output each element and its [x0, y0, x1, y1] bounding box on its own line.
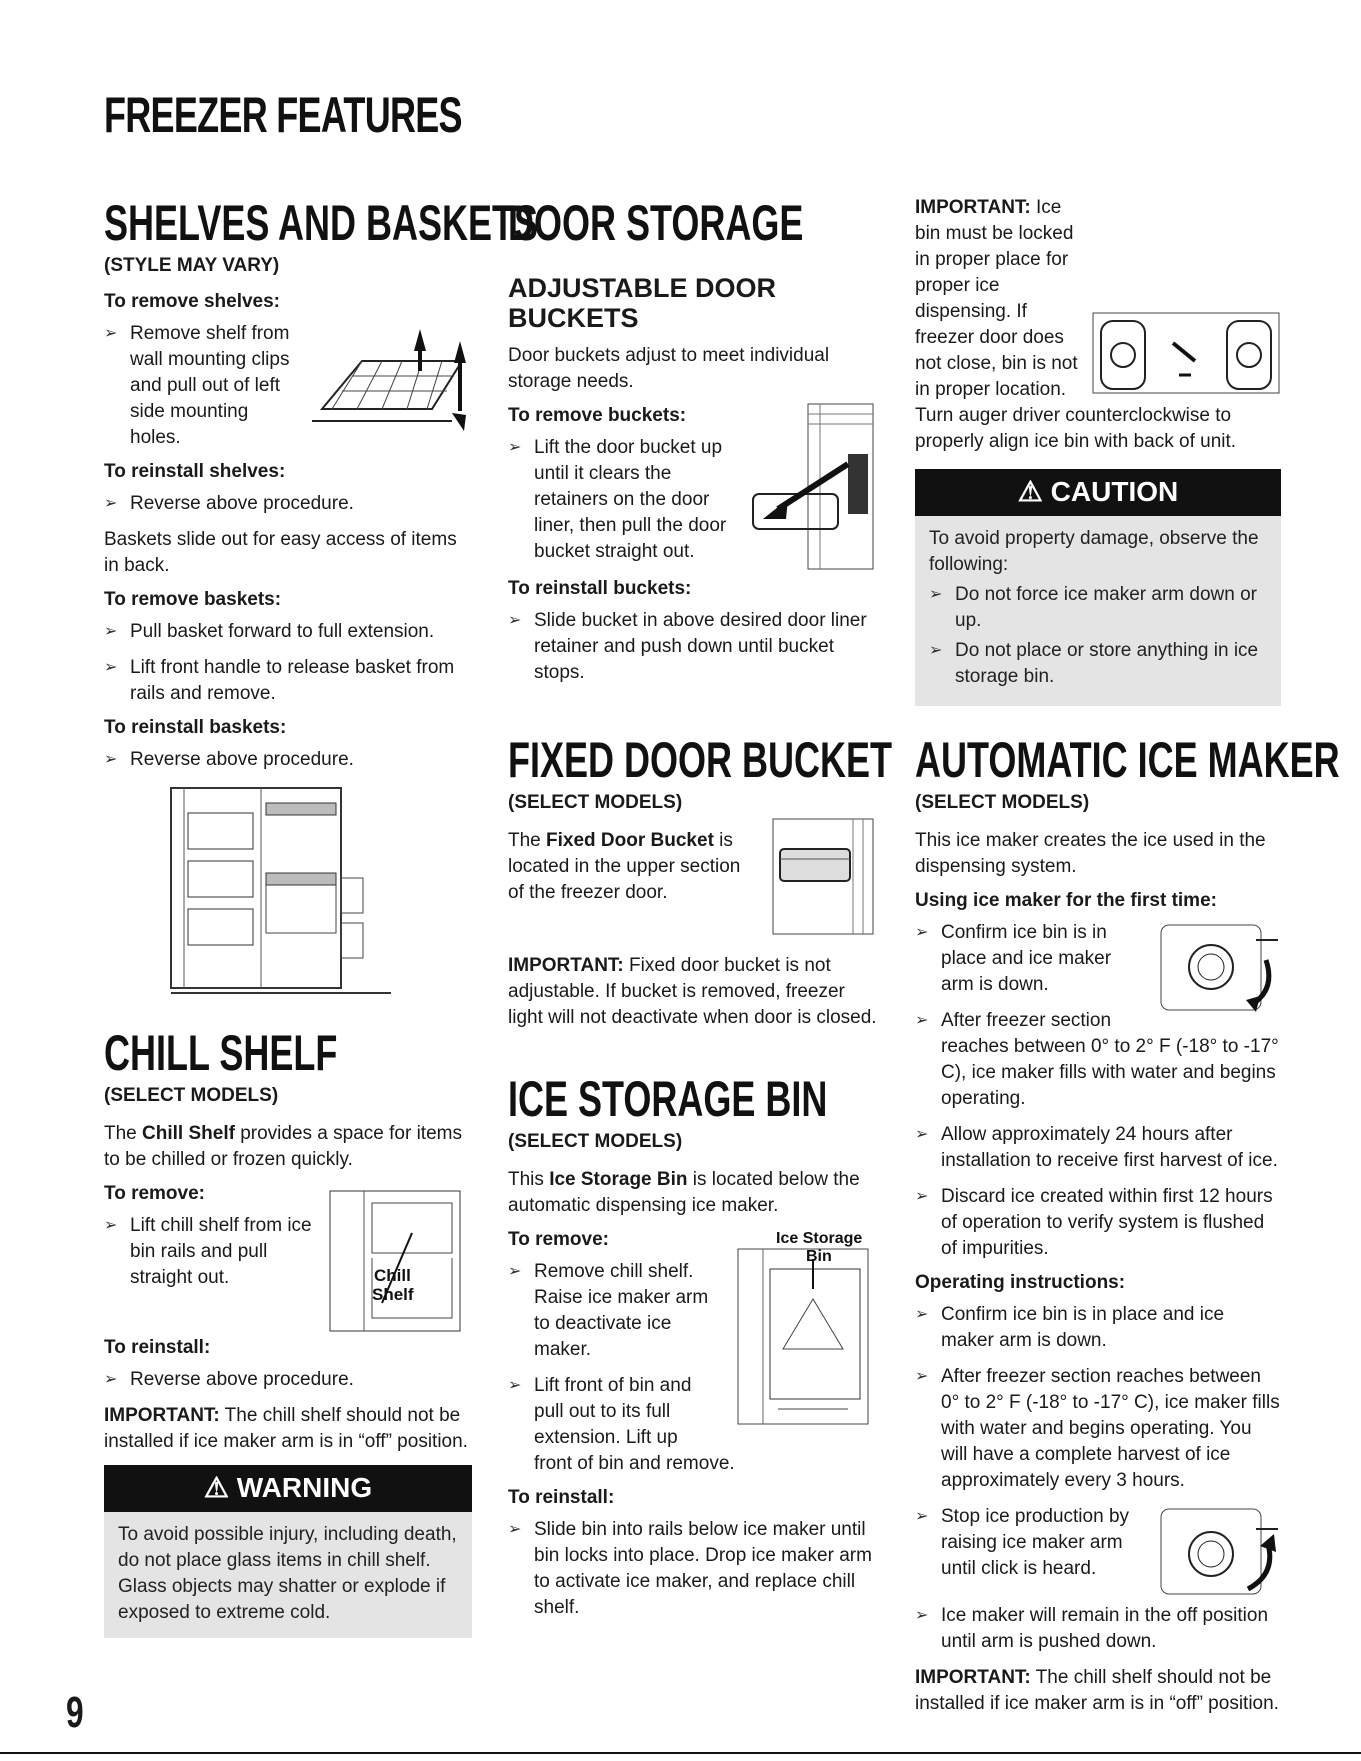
caution-body: To avoid property damage, observe the following: ➢ Do not force ice maker arm down or up. ➢ Do not place or store anything in ice storage bin. — [915, 516, 1281, 706]
label-reinstall-baskets: To reinstall baskets: — [104, 717, 287, 738]
chill-shelf-intro: The Chill Shelf provides a space for items to be chilled or frozen quickly. — [104, 1123, 462, 1170]
page-number: 9 — [66, 1688, 84, 1737]
caution-item-1: ➢ Do not force ice maker arm down or up. — [929, 584, 1258, 631]
chill-label-line2: Shelf — [372, 1285, 414, 1304]
column-middle — [508, 195, 893, 1631]
select-models-note: (SELECT MODELS) — [508, 1131, 683, 1152]
warning-triangle-icon: ⚠ — [203, 1472, 229, 1503]
section-title-ice-storage-bin: ICE STORAGE BIN — [508, 1071, 828, 1127]
first-step-4: ➢ Discard ice created within first 12 hours of operation to verify system is flushed of impurities. — [915, 1186, 1273, 1259]
column-left — [104, 195, 539, 1638]
step-remove-bucket: ➢ Lift the door bucket up until it clears the retainers on the door liner, then pull the door bucket straight out. — [508, 435, 878, 565]
caution-header: ⚠ CAUTION — [915, 469, 1281, 516]
label-ice-bin-reinstall: To reinstall: — [508, 1487, 615, 1508]
arrow-bullet-icon: ➢ — [104, 659, 118, 676]
baskets-intro: Baskets slide out for easy access of items in back. — [104, 529, 457, 576]
door-buckets-intro: Door buckets adjust to meet individual storage needs. — [508, 345, 830, 392]
arrow-bullet-icon: ➢ — [915, 1012, 929, 1029]
section-title-automatic-ice-maker: AUTOMATIC ICE MAKER — [915, 732, 1340, 788]
ice-maker-important: IMPORTANT: The chill shelf should not be installed if ice maker arm is in “off” position. — [915, 1667, 1279, 1714]
ice-maker-arm-up-illustration — [1156, 1504, 1281, 1599]
arrow-bullet-icon: ➢ — [915, 1188, 929, 1205]
section-title-fixed-bucket: FIXED DOOR BUCKET — [508, 732, 893, 788]
chill-important-note: IMPORTANT: The chill shelf should not be installed if ice maker arm is in “off” position. — [104, 1405, 468, 1452]
section-title-shelves: SHELVES AND BASKETS — [104, 195, 539, 251]
step-remove-basket-2: ➢ Lift front handle to release basket from rails and remove. — [104, 657, 455, 704]
arrow-bullet-icon: ➢ — [508, 612, 522, 629]
step-ice-bin-reinstall: ➢ Slide bin into rails below ice maker until bin locks into place. Drop ice maker arm to activate ice maker, and replace chill shelf. — [508, 1519, 872, 1618]
select-models-note: (SELECT MODELS) — [915, 792, 1090, 813]
step-reinstall-shelf: ➢ Reverse above procedure. — [104, 491, 472, 517]
page-title: FREEZER FEATURES — [104, 87, 462, 143]
style-note: (STYLE MAY VARY) — [104, 255, 280, 276]
ice-bin-label-line2: Bin — [806, 1248, 832, 1265]
caution-item-2: ➢ Do not place or store anything in ice storage bin. — [929, 640, 1259, 687]
label-first-time: Using ice maker for the first time: — [915, 890, 1217, 911]
ice-maker-intro: This ice maker creates the ice used in the dispensing system. — [915, 830, 1266, 877]
op-step-4: ➢ Ice maker will remain in the off position until arm is pushed down. — [915, 1605, 1269, 1652]
label-remove-shelves: To remove shelves: — [104, 291, 281, 312]
column-right — [915, 195, 1340, 1727]
arrow-bullet-icon: ➢ — [915, 924, 929, 941]
step-reinstall-bucket: ➢ Slide bucket in above desired door liner retainer and push down until bucket stops. — [508, 610, 867, 683]
step-chill-reinstall: ➢ Reverse above procedure. — [104, 1367, 472, 1393]
fixed-bucket-illustration — [768, 814, 878, 939]
ice-bin-intro: This Ice Storage Bin is located below the automatic dispensing ice maker. — [508, 1169, 860, 1216]
chill-label-line1: Chill — [374, 1266, 411, 1285]
ice-bin-lock-important: IMPORTANT: Ice bin must be locked in proper place for proper ice dispensing. If freezer door does not close, bin is not in proper location. Turn auger driver counterclockwise to properly align ice bin with back of unit. — [915, 197, 1237, 452]
caution-box — [915, 469, 1281, 706]
label-reinstall-shelves: To reinstall shelves: — [104, 461, 286, 482]
arrow-bullet-icon: ➢ — [915, 1306, 929, 1323]
fixed-bucket-important: IMPORTANT: Fixed door bucket is not adjustable. If bucket is removed, freezer light will not deactivate when door is closed. — [508, 955, 877, 1028]
op-step-3: ➢ Stop ice production by raising ice maker arm until click is heard. — [915, 1504, 1281, 1582]
step-chill-remove: ➢ Lift chill shelf from ice bin rails and pull straight out. — [104, 1215, 312, 1288]
step-ice-bin-remove-2: ➢ Lift front of bin and pull out to its full extension. Lift up front of bin and remove. — [508, 1375, 735, 1474]
label-reinstall-buckets: To reinstall buckets: — [508, 578, 692, 599]
first-step-1: ➢ Confirm ice bin is in place and ice maker arm is down. — [915, 922, 1112, 995]
arrow-bullet-icon: ➢ — [929, 586, 943, 603]
section-title-chill-shelf: CHILL SHELF — [104, 1025, 338, 1081]
first-step-3: ➢ Allow approximately 24 hours after installation to receive first harvest of ice. — [915, 1124, 1278, 1171]
label-remove-buckets: To remove buckets: — [508, 405, 687, 426]
select-models-note: (SELECT MODELS) — [104, 1085, 279, 1106]
step-remove-basket-1: ➢ Pull basket forward to full extension. — [104, 619, 472, 645]
label-remove-baskets: To remove baskets: — [104, 589, 282, 610]
arrow-bullet-icon: ➢ — [104, 623, 118, 640]
arrow-bullet-icon: ➢ — [915, 1126, 929, 1143]
arrow-bullet-icon: ➢ — [104, 325, 118, 342]
first-step-2: ➢ After freezer section reaches between 0° to 2° F (-18° to -17° C), ice maker fills with water and begins operating. — [915, 1010, 1279, 1109]
warning-triangle-icon: ⚠ — [1017, 476, 1043, 507]
arrow-bullet-icon: ➢ — [508, 1377, 522, 1394]
step-reinstall-basket: ➢ Reverse above procedure. — [104, 747, 472, 773]
shelf-removal-illustration — [302, 321, 472, 441]
arrow-bullet-icon: ➢ — [915, 1607, 929, 1624]
arrow-bullet-icon: ➢ — [104, 751, 118, 768]
fixed-bucket-intro: The Fixed Door Bucket is located in the upper section of the freezer door. — [508, 830, 741, 903]
select-models-note: (SELECT MODELS) — [508, 792, 683, 813]
label-chill-remove: To remove: — [104, 1183, 206, 1204]
auger-alignment-illustration — [1091, 303, 1281, 398]
op-step-1: ➢ Confirm ice bin is in place and ice maker arm is down. — [915, 1304, 1225, 1351]
arrow-bullet-icon: ➢ — [508, 1521, 522, 1538]
warning-body: To avoid possible injury, including death, do not place glass items in chill shelf. Glass objects may shatter or explode if exposed to extreme cold. — [104, 1512, 472, 1638]
adjustable-buckets-heading: ADJUSTABLE DOOR BUCKETS — [508, 273, 777, 333]
footer-rule — [0, 1752, 1361, 1754]
arrow-bullet-icon: ➢ — [915, 1368, 929, 1385]
op-step-2: ➢ After freezer section reaches between 0° to 2° F (-18° to -17° C), ice maker fills with water and begins operating. You will have a complete harvest of ice approximately every 3 hours. — [915, 1366, 1280, 1491]
freezer-baskets-illustration — [166, 783, 396, 1003]
door-bucket-removal-illustration — [748, 399, 878, 574]
section-title-door-storage: DOOR STORAGE — [508, 195, 804, 251]
arrow-bullet-icon: ➢ — [508, 439, 522, 456]
label-operating-instructions: Operating instructions: — [915, 1272, 1126, 1293]
label-chill-reinstall: To reinstall: — [104, 1337, 211, 1358]
step-remove-shelf: ➢ Remove shelf from wall mounting clips and pull out of left side mounting holes. — [104, 321, 472, 451]
arrow-bullet-icon: ➢ — [104, 1217, 118, 1234]
label-ice-bin-remove: To remove: — [508, 1229, 610, 1250]
ice-bin-label-line1: Ice Storage — [776, 1230, 863, 1247]
arrow-bullet-icon: ➢ — [104, 495, 118, 512]
arrow-bullet-icon: ➢ — [929, 642, 943, 659]
step-ice-bin-remove-1: ➢ Remove chill shelf. Raise ice maker arm to deactivate ice maker. — [508, 1261, 709, 1360]
arrow-bullet-icon: ➢ — [915, 1508, 929, 1525]
warning-box — [104, 1465, 472, 1638]
warning-header: ⚠ WARNING — [104, 1465, 472, 1512]
arrow-bullet-icon: ➢ — [508, 1263, 522, 1280]
arrow-bullet-icon: ➢ — [104, 1371, 118, 1388]
